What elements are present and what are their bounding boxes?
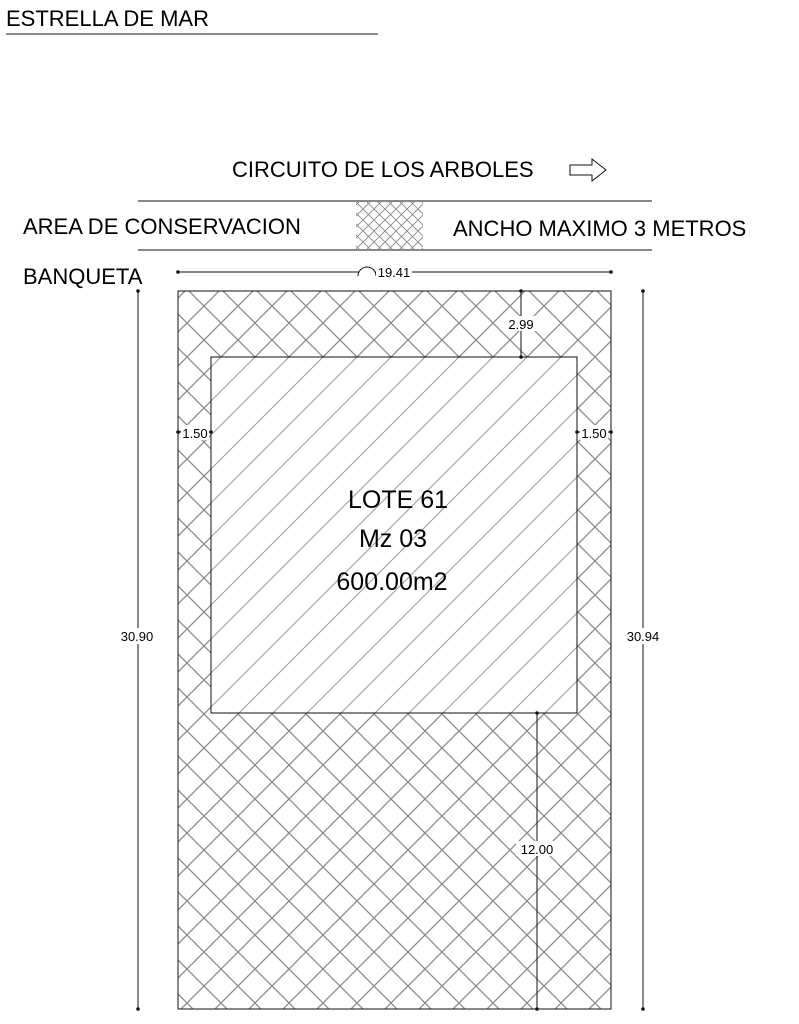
conservation-area-label: AREA DE CONSERVACION: [23, 214, 301, 239]
lot-area: 600.00m2: [336, 568, 448, 596]
right-setback-value: 1.50: [581, 426, 607, 441]
right-setback-dimension: [575, 425, 613, 441]
right-side-value: 30.94: [626, 629, 660, 644]
right-side-dimension: [621, 289, 663, 1011]
left-setback-dimension: [176, 425, 213, 441]
lot-number: LOTE 61: [347, 486, 449, 514]
left-side-dimension: [116, 289, 158, 1011]
street-name: CIRCUITO DE LOS ARBOLES: [232, 157, 534, 182]
max-width-label: ANCHO MAXIMO 3 METROS: [453, 216, 747, 241]
left-setback-value: 1.50: [182, 426, 208, 441]
arrow-right-icon: [570, 159, 606, 181]
sidewalk-label: BANQUETA: [23, 264, 143, 289]
front-dimension-value: 19.41: [377, 265, 411, 280]
front-dimension: [176, 265, 613, 280]
conservation-swatch: [356, 202, 423, 249]
plan-title: ESTRELLA DE MAR: [6, 6, 209, 31]
left-side-value: 30.90: [120, 629, 154, 644]
front-setback-value: 2.99: [508, 317, 534, 332]
block-number: Mz 03: [358, 525, 428, 553]
rear-setback-value: 12.00: [520, 842, 554, 857]
